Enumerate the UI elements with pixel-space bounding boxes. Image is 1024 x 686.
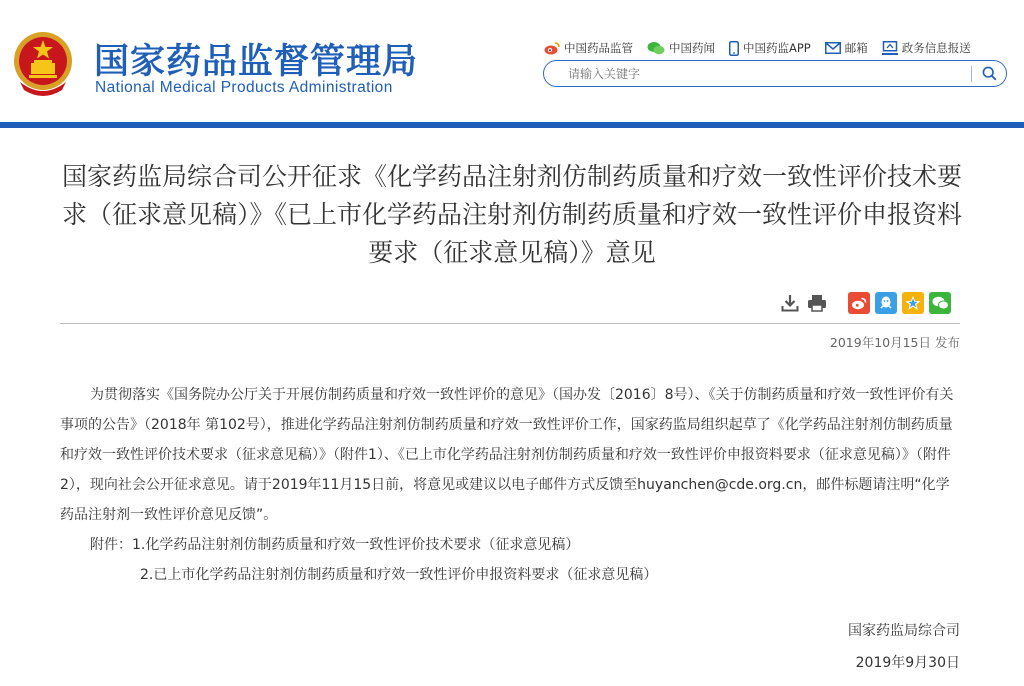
top-links <box>544 40 985 56</box>
download-button[interactable] <box>779 292 801 314</box>
mobile-icon <box>729 41 739 56</box>
sign-date: 2019年9月30日 <box>855 655 960 671</box>
report-icon <box>882 41 898 55</box>
mail-icon <box>825 42 841 54</box>
share-wechat-button[interactable] <box>929 292 951 314</box>
site-header <box>0 0 1024 122</box>
attachment-link-1[interactable]: 附件：1.化学药品注射剂仿制药质量和疗效一致性评价技术要求（征求意见稿） <box>90 537 580 553</box>
link-report[interactable] <box>882 40 971 56</box>
site-title[interactable]: 国家药品监督管理局 <box>94 42 419 82</box>
publish-date: 2019年10月15日 发布 <box>829 335 960 350</box>
signer: 国家药监局综合司 <box>848 623 960 639</box>
national-emblem-icon <box>12 30 74 96</box>
link-label: 中国药监APP <box>743 41 811 55</box>
title-divider <box>60 323 960 324</box>
link-label: 政务信息报送 <box>901 41 971 55</box>
site-subtitle: National Medical Products Administration <box>95 79 393 96</box>
print-icon <box>807 294 827 312</box>
wechat-icon <box>647 41 665 55</box>
article-body <box>60 380 960 590</box>
weibo-icon <box>851 297 867 310</box>
qzone-star-icon <box>905 295 921 311</box>
search-icon <box>982 66 997 81</box>
article-title: 国家药监局综合司公开征求《化学药品注射剂仿制药质量和疗效一致性评价技术要求（征求意见稿）》《已上市化学药品注射剂仿制药质量和疗效一致性评价申报资料要求（征求意见稿）》意见 <box>61 162 962 267</box>
search-bar <box>543 60 1007 87</box>
download-icon <box>781 294 799 312</box>
link-label: 中国药闻 <box>669 41 715 55</box>
link-label: 中国药品监管 <box>564 41 633 55</box>
header-divider-bar <box>0 122 1024 128</box>
weibo-icon <box>544 41 560 55</box>
link-news[interactable] <box>647 40 715 56</box>
search-button[interactable] <box>972 61 1006 86</box>
share-weibo-button[interactable] <box>848 292 870 314</box>
share-buttons <box>848 292 956 314</box>
attachment-link-2[interactable]: 2.已上市化学药品注射剂仿制药质量和疗效一致性评价申报资料要求（征求意见稿） <box>140 567 658 583</box>
article-paragraph: 为贯彻落实《国务院办公厅关于开展仿制药质量和疗效一致性评价的意见》（国办发〔2016〕8号）、《关于仿制药质量和疗效一致性评价有关事项的公告》（2018年 第102号），推进化学药品注射剂仿制药质量和疗效一致性评价工作，国家药监局组织起草了《化学药品注射剂仿制药质量和疗效一致性评价技术要求（征求意见稿）》（附件1）、《已上市化学药品注射剂仿制药质量和疗效一致性评价申报资料要求（征求意见稿）》（附件2），现向社会公开征求意见。请于2019年11月15日前，将意见或建议以电子邮件方式反馈至huyanchen@cde.org.cn，邮件标题请注明“化学药品注射剂一致性评价意见反馈”。 <box>60 387 954 523</box>
link-app[interactable] <box>729 40 811 56</box>
link-mail[interactable] <box>825 40 868 56</box>
qq-icon <box>879 295 893 311</box>
share-qzone-button[interactable] <box>902 292 924 314</box>
share-qq-button[interactable] <box>875 292 897 314</box>
wechat-icon <box>932 296 949 310</box>
article-tools <box>779 292 833 314</box>
link-label: 邮箱 <box>844 41 868 55</box>
print-button[interactable] <box>806 292 828 314</box>
search-input[interactable] <box>566 66 969 82</box>
link-weibo[interactable] <box>544 40 633 56</box>
